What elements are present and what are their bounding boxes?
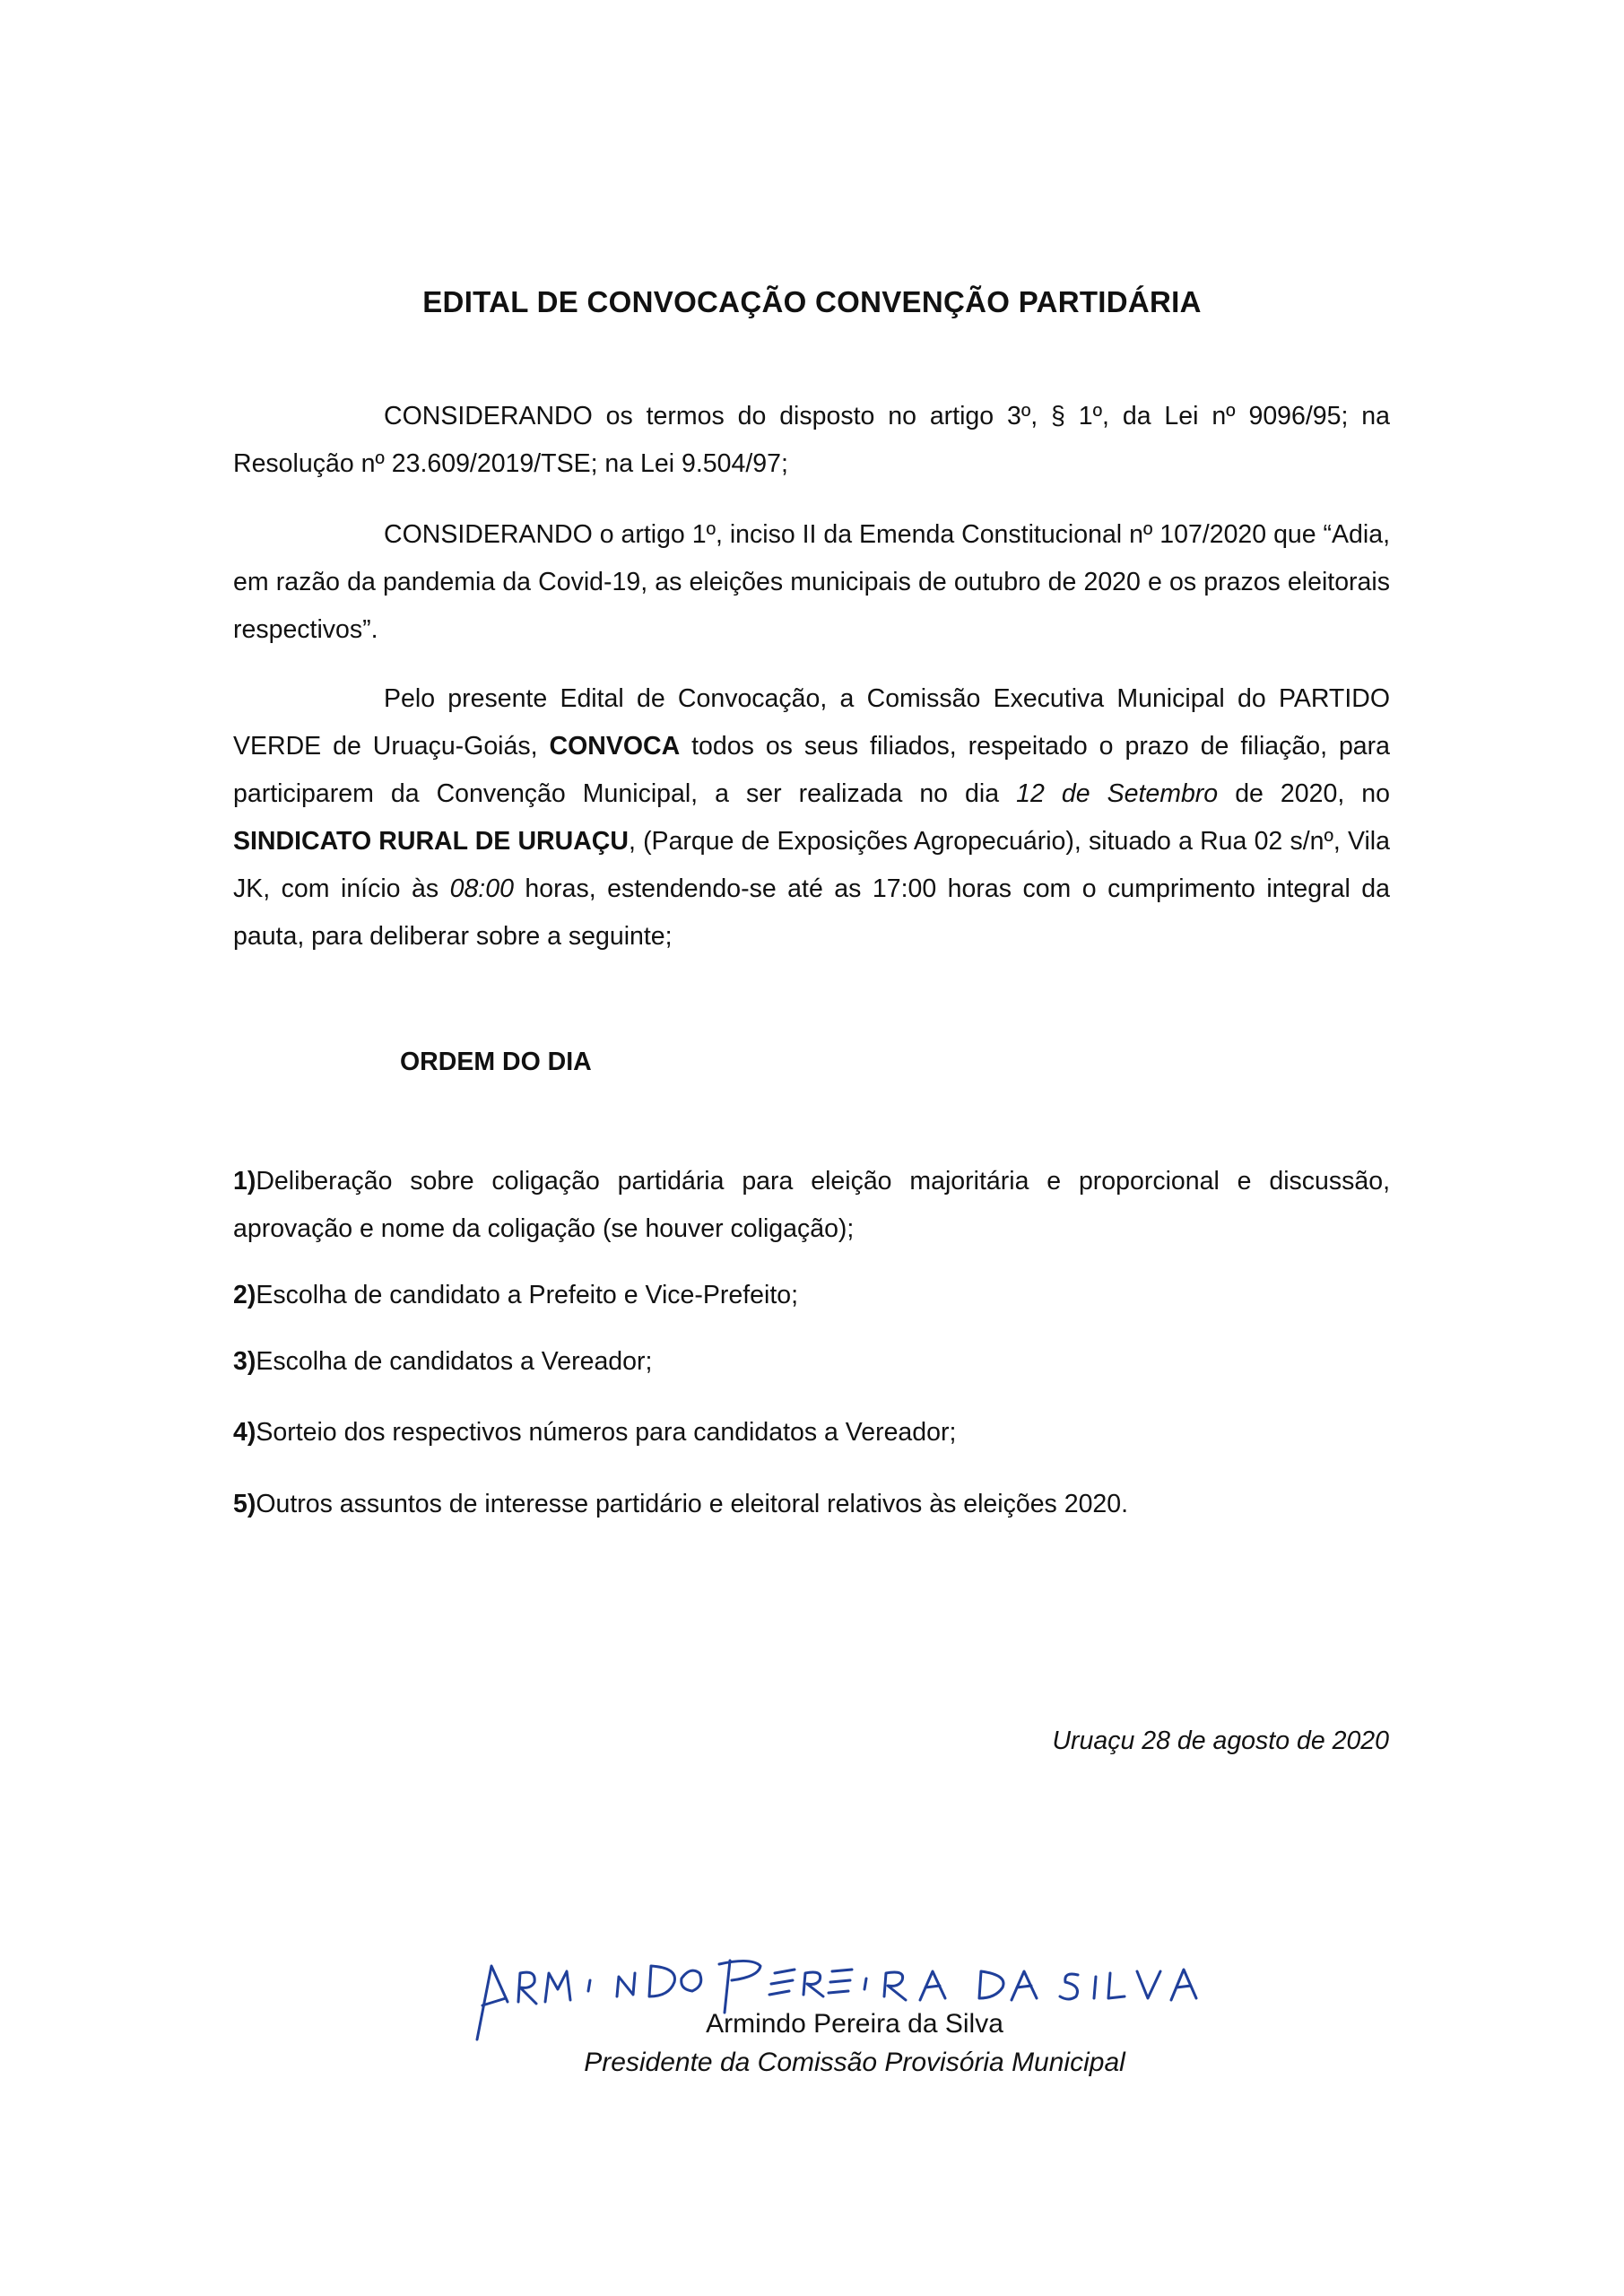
- signer-role: Presidente da Comissão Provisória Municipal: [584, 2048, 1125, 2077]
- agenda-heading: ORDEM DO DIA: [400, 1048, 592, 1076]
- agenda-item-number: 5): [233, 1490, 256, 1518]
- agenda-item-text: Outros assuntos de interesse partidário e eleitoral relativos às eleições 2020.: [256, 1490, 1129, 1518]
- convocacao-text-2: todos os seus filiados, respeitado o prazo de filiação, para participarem da Convenção Municipal, a ser realizada no dia: [233, 732, 1390, 808]
- agenda-item-5: [233, 1481, 1390, 1528]
- paragraph-considerando-1: CONSIDERANDO os termos do disposto no artigo 3º, § 1º, da Lei nº 9096/95; na Resolução nº 23.609/2019/TSE; na Lei 9.504/97;: [233, 402, 1390, 478]
- signer-name: Armindo Pereira da Silva: [706, 2009, 1003, 2039]
- agenda-item-text: Escolha de candidato a Prefeito e Vice-Prefeito;: [256, 1281, 799, 1309]
- agenda-item-number: 4): [233, 1418, 256, 1447]
- convocacao-text-1: Pelo presente Edital de Convocação, a Comissão Executiva Municipal do PARTIDO VERDE de Uruaçu-Goiás,: [233, 684, 1390, 761]
- agenda-item-number: 2): [233, 1281, 256, 1309]
- agenda-item-1: [233, 1158, 1390, 1253]
- place-and-date: Uruaçu 28 de agosto de 2020: [1052, 1726, 1389, 1755]
- convocacao-text-5: horas, estendendo-se até as 17:00 horas com o cumprimento integral da pauta, para deliberar sobre a seguinte;: [233, 874, 1390, 951]
- agenda-item-number: 3): [233, 1347, 256, 1376]
- convocacao-text-4: , (Parque de Exposições Agropecuário), situado a Rua 02 s/nº, Vila JK, com início às: [233, 827, 1390, 903]
- agenda-item-4: [233, 1409, 1390, 1457]
- agenda-item-text: Deliberação sobre coligação partidária para eleição majoritária e proporcional e discussão, aprovação e nome da coligação (se houver coligação);: [233, 1167, 1390, 1243]
- paragraph-convocacao: [233, 675, 1390, 961]
- convocacao-text-3: de 2020, no: [1218, 779, 1390, 808]
- paragraph-considerando-2: CONSIDERANDO o artigo 1º, inciso II da Emenda Constitucional nº 107/2020 que “Adia, em razão da pandemia da Covid-19, as eleições municipais de outubro de 2020 e os prazos eleitorais respectivos”.: [233, 520, 1390, 644]
- convention-venue: SINDICATO RURAL DE URUAÇU: [233, 827, 629, 856]
- agenda-item-text: Sorteio dos respectivos números para candidatos a Vereador;: [256, 1418, 957, 1447]
- agenda-item-number: 1): [233, 1167, 256, 1196]
- convoca-word: CONVOCA: [549, 732, 681, 761]
- document-title: EDITAL DE CONVOCAÇÃO CONVENÇÃO PARTIDÁRIA: [422, 285, 1202, 318]
- convention-date: 12 de Setembro: [1016, 779, 1219, 808]
- agenda-item-2: [233, 1272, 1390, 1319]
- agenda-item-3: [233, 1338, 1390, 1386]
- start-time: 08:00: [449, 874, 514, 903]
- agenda-item-text: Escolha de candidatos a Vereador;: [256, 1347, 653, 1376]
